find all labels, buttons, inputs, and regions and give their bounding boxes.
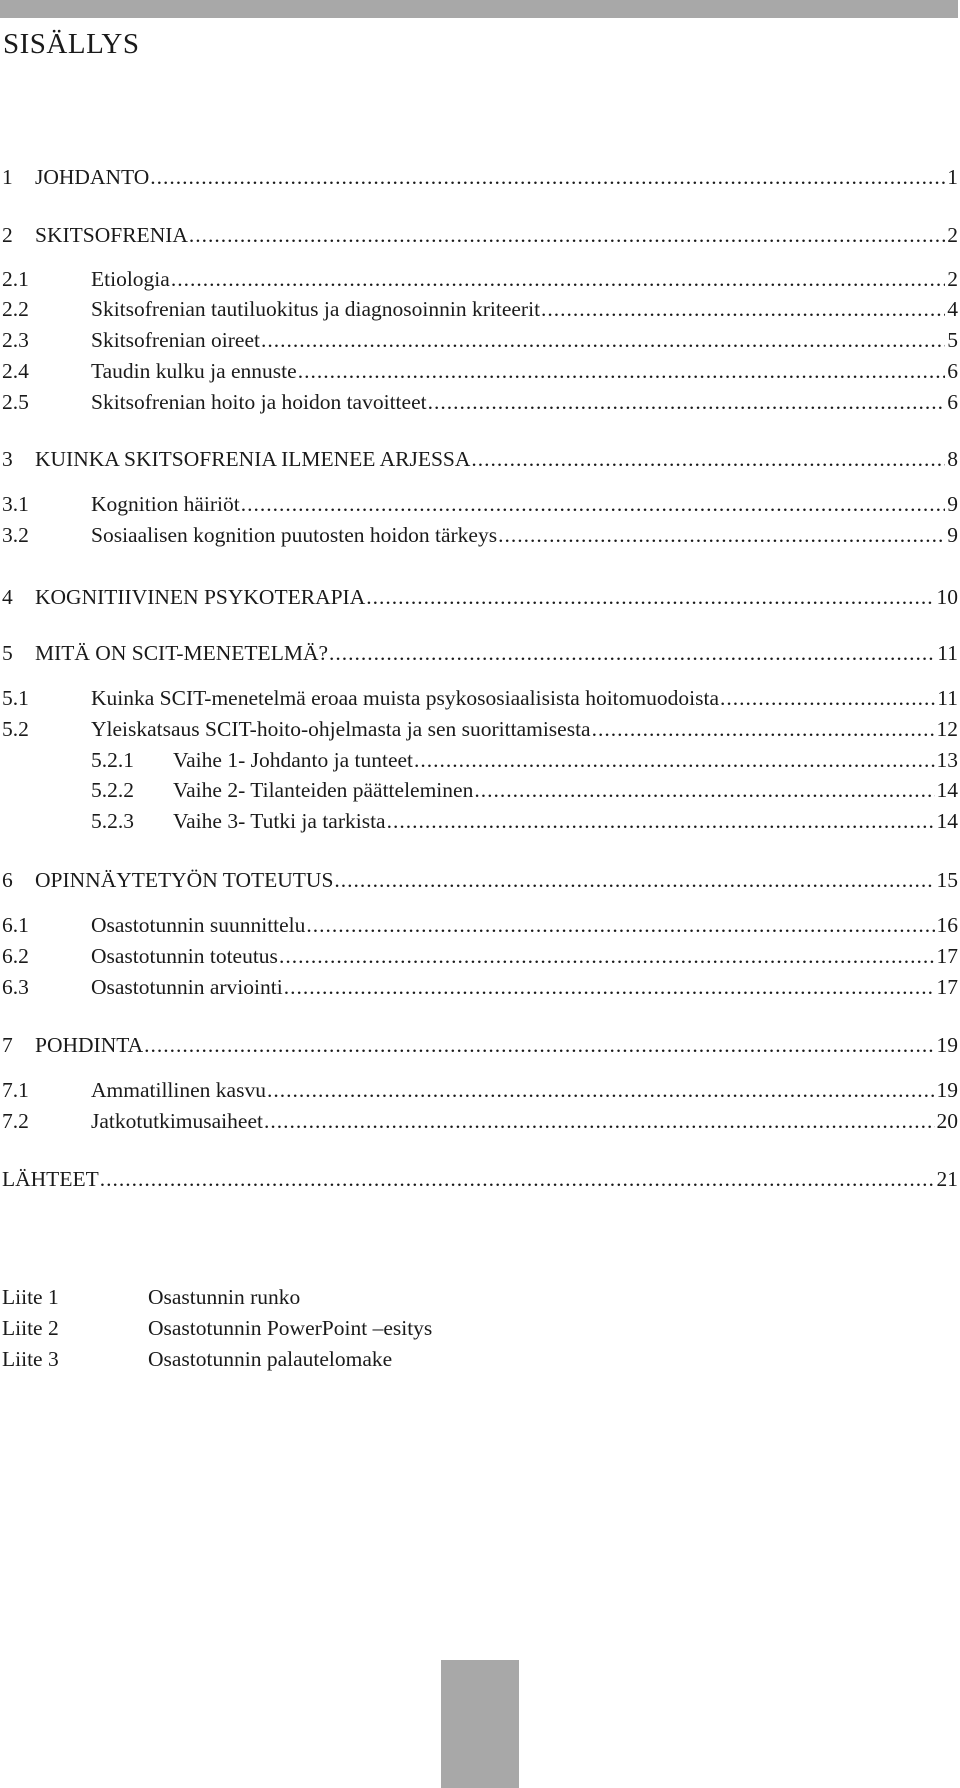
toc-entry-page: 16	[936, 913, 958, 937]
toc-entry-title: Osastotunnin toteutus	[91, 944, 278, 968]
toc-entry-title: Osastotunnin arviointi	[91, 975, 283, 999]
appendix-title: Osastotunnin palautelomake	[148, 1347, 393, 1371]
toc-entry-page: 9	[947, 492, 958, 516]
toc-leader-dots	[329, 640, 935, 666]
toc-entry	[0, 777, 958, 803]
toc-entry	[0, 522, 958, 548]
toc-entry-page: 2	[947, 267, 958, 291]
toc-leader-dots	[298, 358, 946, 384]
toc-entry-number: 2.2	[2, 297, 29, 321]
toc-leader-dots	[474, 777, 934, 803]
toc-entry-number: 5	[2, 641, 13, 665]
toc-entry-number: 7.1	[2, 1078, 29, 1102]
toc-entry-title: Etiologia	[91, 267, 170, 291]
toc-entry-number: 7.2	[2, 1109, 29, 1133]
toc-entry	[0, 912, 958, 938]
appendix-title: Osastunnin runko	[148, 1285, 301, 1309]
toc-entry-number: 5.2	[2, 717, 29, 741]
toc-entry-title: KOGNITIIVINEN PSYKOTERAPIA	[35, 585, 366, 609]
toc-entry-number: 4	[2, 585, 13, 609]
toc-entry-title: Skitsofrenian hoito ja hoidon tavoitteet	[91, 390, 427, 414]
toc-leader-dots	[150, 164, 945, 190]
toc-leader-dots	[592, 716, 935, 742]
toc-entry-number: 5.2.2	[91, 778, 134, 802]
toc-entry-number: 7	[2, 1033, 13, 1057]
appendix-label: Liite 2	[2, 1316, 59, 1340]
toc-entry-page: 19	[936, 1033, 958, 1057]
toc-entry	[0, 296, 958, 322]
page-title: SISÄLLYS	[3, 28, 140, 60]
toc-entry	[0, 1077, 958, 1103]
toc-entry	[0, 327, 958, 353]
toc-leader-dots	[261, 327, 945, 353]
toc-entry-page: 2	[947, 223, 958, 247]
toc-entry-page: 13	[936, 748, 958, 772]
toc-leader-dots	[171, 266, 945, 292]
toc-entry-title: Kognition häiriöt	[91, 492, 240, 516]
toc-entry	[0, 640, 958, 666]
toc-entry-number: 3.1	[2, 492, 29, 516]
toc-entry	[0, 943, 958, 969]
toc-entry-number: 2.5	[2, 390, 29, 414]
toc-entry-page: 17	[936, 975, 958, 999]
toc-entry	[0, 266, 958, 292]
toc-entry-page: 17	[936, 944, 958, 968]
toc-entry-number: 2.1	[2, 267, 29, 291]
toc-entry-title: Skitsofrenian tautiluokitus ja diagnosoinnin kriteerit	[91, 297, 541, 321]
toc-leader-dots	[241, 491, 946, 517]
toc-entry	[0, 491, 958, 517]
toc-entry-page: 1	[947, 165, 958, 189]
toc-leader-dots	[189, 222, 945, 248]
toc-entry-page: 6	[947, 390, 958, 414]
toc-leader-dots	[267, 1077, 935, 1103]
appendix-item	[0, 1315, 700, 1341]
toc-entry-number: 5.2.1	[91, 748, 134, 772]
toc-entry-page: 8	[947, 447, 958, 471]
toc-entry	[0, 716, 958, 742]
toc-entry-number: 6.2	[2, 944, 29, 968]
toc-entry	[0, 1032, 958, 1058]
toc-leader-dots	[414, 747, 934, 773]
toc-entry-page: 14	[936, 809, 958, 833]
toc-entry-title: LÄHTEET	[2, 1167, 99, 1191]
toc-entry-page: 11	[937, 686, 958, 710]
toc-entry-title: Yleiskatsaus SCIT-hoito-ohjelmasta ja sen suorittamisesta	[91, 717, 591, 741]
toc-leader-dots	[279, 943, 935, 969]
toc-entry-page: 9	[947, 523, 958, 547]
toc-entry	[0, 1166, 958, 1192]
toc-entry	[0, 808, 958, 834]
toc-entry	[0, 867, 958, 893]
toc-entry-number: 2	[2, 223, 13, 247]
toc-entry-title: Taudin kulku ja ennuste	[91, 359, 297, 383]
toc-entry-title: Vaihe 3- Tutki ja tarkista	[173, 809, 386, 833]
toc-entry	[0, 685, 958, 711]
toc-entry-title: SKITSOFRENIA	[35, 223, 188, 247]
toc-entry-page: 5	[947, 328, 958, 352]
toc-leader-dots	[284, 974, 935, 1000]
toc-entry-number: 6.3	[2, 975, 29, 999]
toc-entry-title: KUINKA SKITSOFRENIA ILMENEE ARJESSA	[35, 447, 471, 471]
appendix-item	[0, 1284, 700, 1310]
toc-entry-page: 14	[936, 778, 958, 802]
toc-entry-page: 20	[936, 1109, 958, 1133]
toc-entry-title: POHDINTA	[35, 1033, 144, 1057]
toc-entry	[0, 747, 958, 773]
toc-entry	[0, 1108, 958, 1134]
toc-entry	[0, 389, 958, 415]
toc-entry-title: MITÄ ON SCIT-MENETELMÄ?	[35, 641, 329, 665]
toc-entry-number: 6	[2, 868, 13, 892]
toc-entry-title: Jatkotutkimusaiheet	[91, 1109, 263, 1133]
toc-entry	[0, 584, 958, 610]
toc-leader-dots	[100, 1166, 935, 1192]
toc-entry-title: Kuinka SCIT-menetelmä eroaa muista psykososiaalisista hoitomuodoista	[91, 686, 719, 710]
toc-leader-dots	[387, 808, 935, 834]
toc-leader-dots	[264, 1108, 935, 1134]
toc-entry-title: Vaihe 1- Johdanto ja tunteet	[173, 748, 414, 772]
toc-leader-dots	[498, 522, 945, 548]
toc-entry	[0, 358, 958, 384]
toc-entry-page: 11	[937, 641, 958, 665]
toc-entry	[0, 446, 958, 472]
toc-leader-dots	[428, 389, 946, 415]
toc-entry-number: 5.1	[2, 686, 29, 710]
appendix-title: Osastotunnin PowerPoint –esitys	[148, 1316, 433, 1340]
page-number-block	[441, 1660, 519, 1788]
toc-leader-dots	[541, 296, 945, 322]
appendix-item	[0, 1346, 700, 1372]
toc-entry	[0, 164, 958, 190]
toc-entry	[0, 974, 958, 1000]
toc-entry-title: JOHDANTO	[35, 165, 150, 189]
toc-leader-dots	[144, 1032, 934, 1058]
toc-entry-number: 3	[2, 447, 13, 471]
appendix-label: Liite 3	[2, 1347, 59, 1371]
toc-entry-number: 2.4	[2, 359, 29, 383]
toc-entry-title: Ammatillinen kasvu	[91, 1078, 266, 1102]
toc-entry-title: OPINNÄYTETYÖN TOTEUTUS	[35, 868, 334, 892]
toc-entry-number: 3.2	[2, 523, 29, 547]
toc-entry-number: 2.3	[2, 328, 29, 352]
toc-leader-dots	[366, 584, 934, 610]
toc-entry-number: 5.2.3	[91, 809, 134, 833]
toc-leader-dots	[471, 446, 945, 472]
toc-entry-page: 12	[936, 717, 958, 741]
toc-leader-dots	[720, 685, 935, 711]
toc-entry-title: Osastotunnin suunnittelu	[91, 913, 306, 937]
toc-entry-page: 15	[936, 868, 958, 892]
toc-entry-page: 21	[936, 1167, 958, 1191]
toc-entry-page: 4	[947, 297, 958, 321]
toc-entry-number: 6.1	[2, 913, 29, 937]
toc-leader-dots	[334, 867, 934, 893]
toc-entry	[0, 222, 958, 248]
toc-entry-title: Skitsofrenian oireet	[91, 328, 260, 352]
toc-entry-title: Sosiaalisen kognition puutosten hoidon tärkeys	[91, 523, 498, 547]
toc-entry-page: 10	[936, 585, 958, 609]
toc-entry-page: 6	[947, 359, 958, 383]
toc-entry-title: Vaihe 2- Tilanteiden päätteleminen	[173, 778, 474, 802]
toc-entry-number: 1	[2, 165, 13, 189]
toc-leader-dots	[306, 912, 934, 938]
appendix-label: Liite 1	[2, 1285, 59, 1309]
toc-entry-page: 19	[936, 1078, 958, 1102]
